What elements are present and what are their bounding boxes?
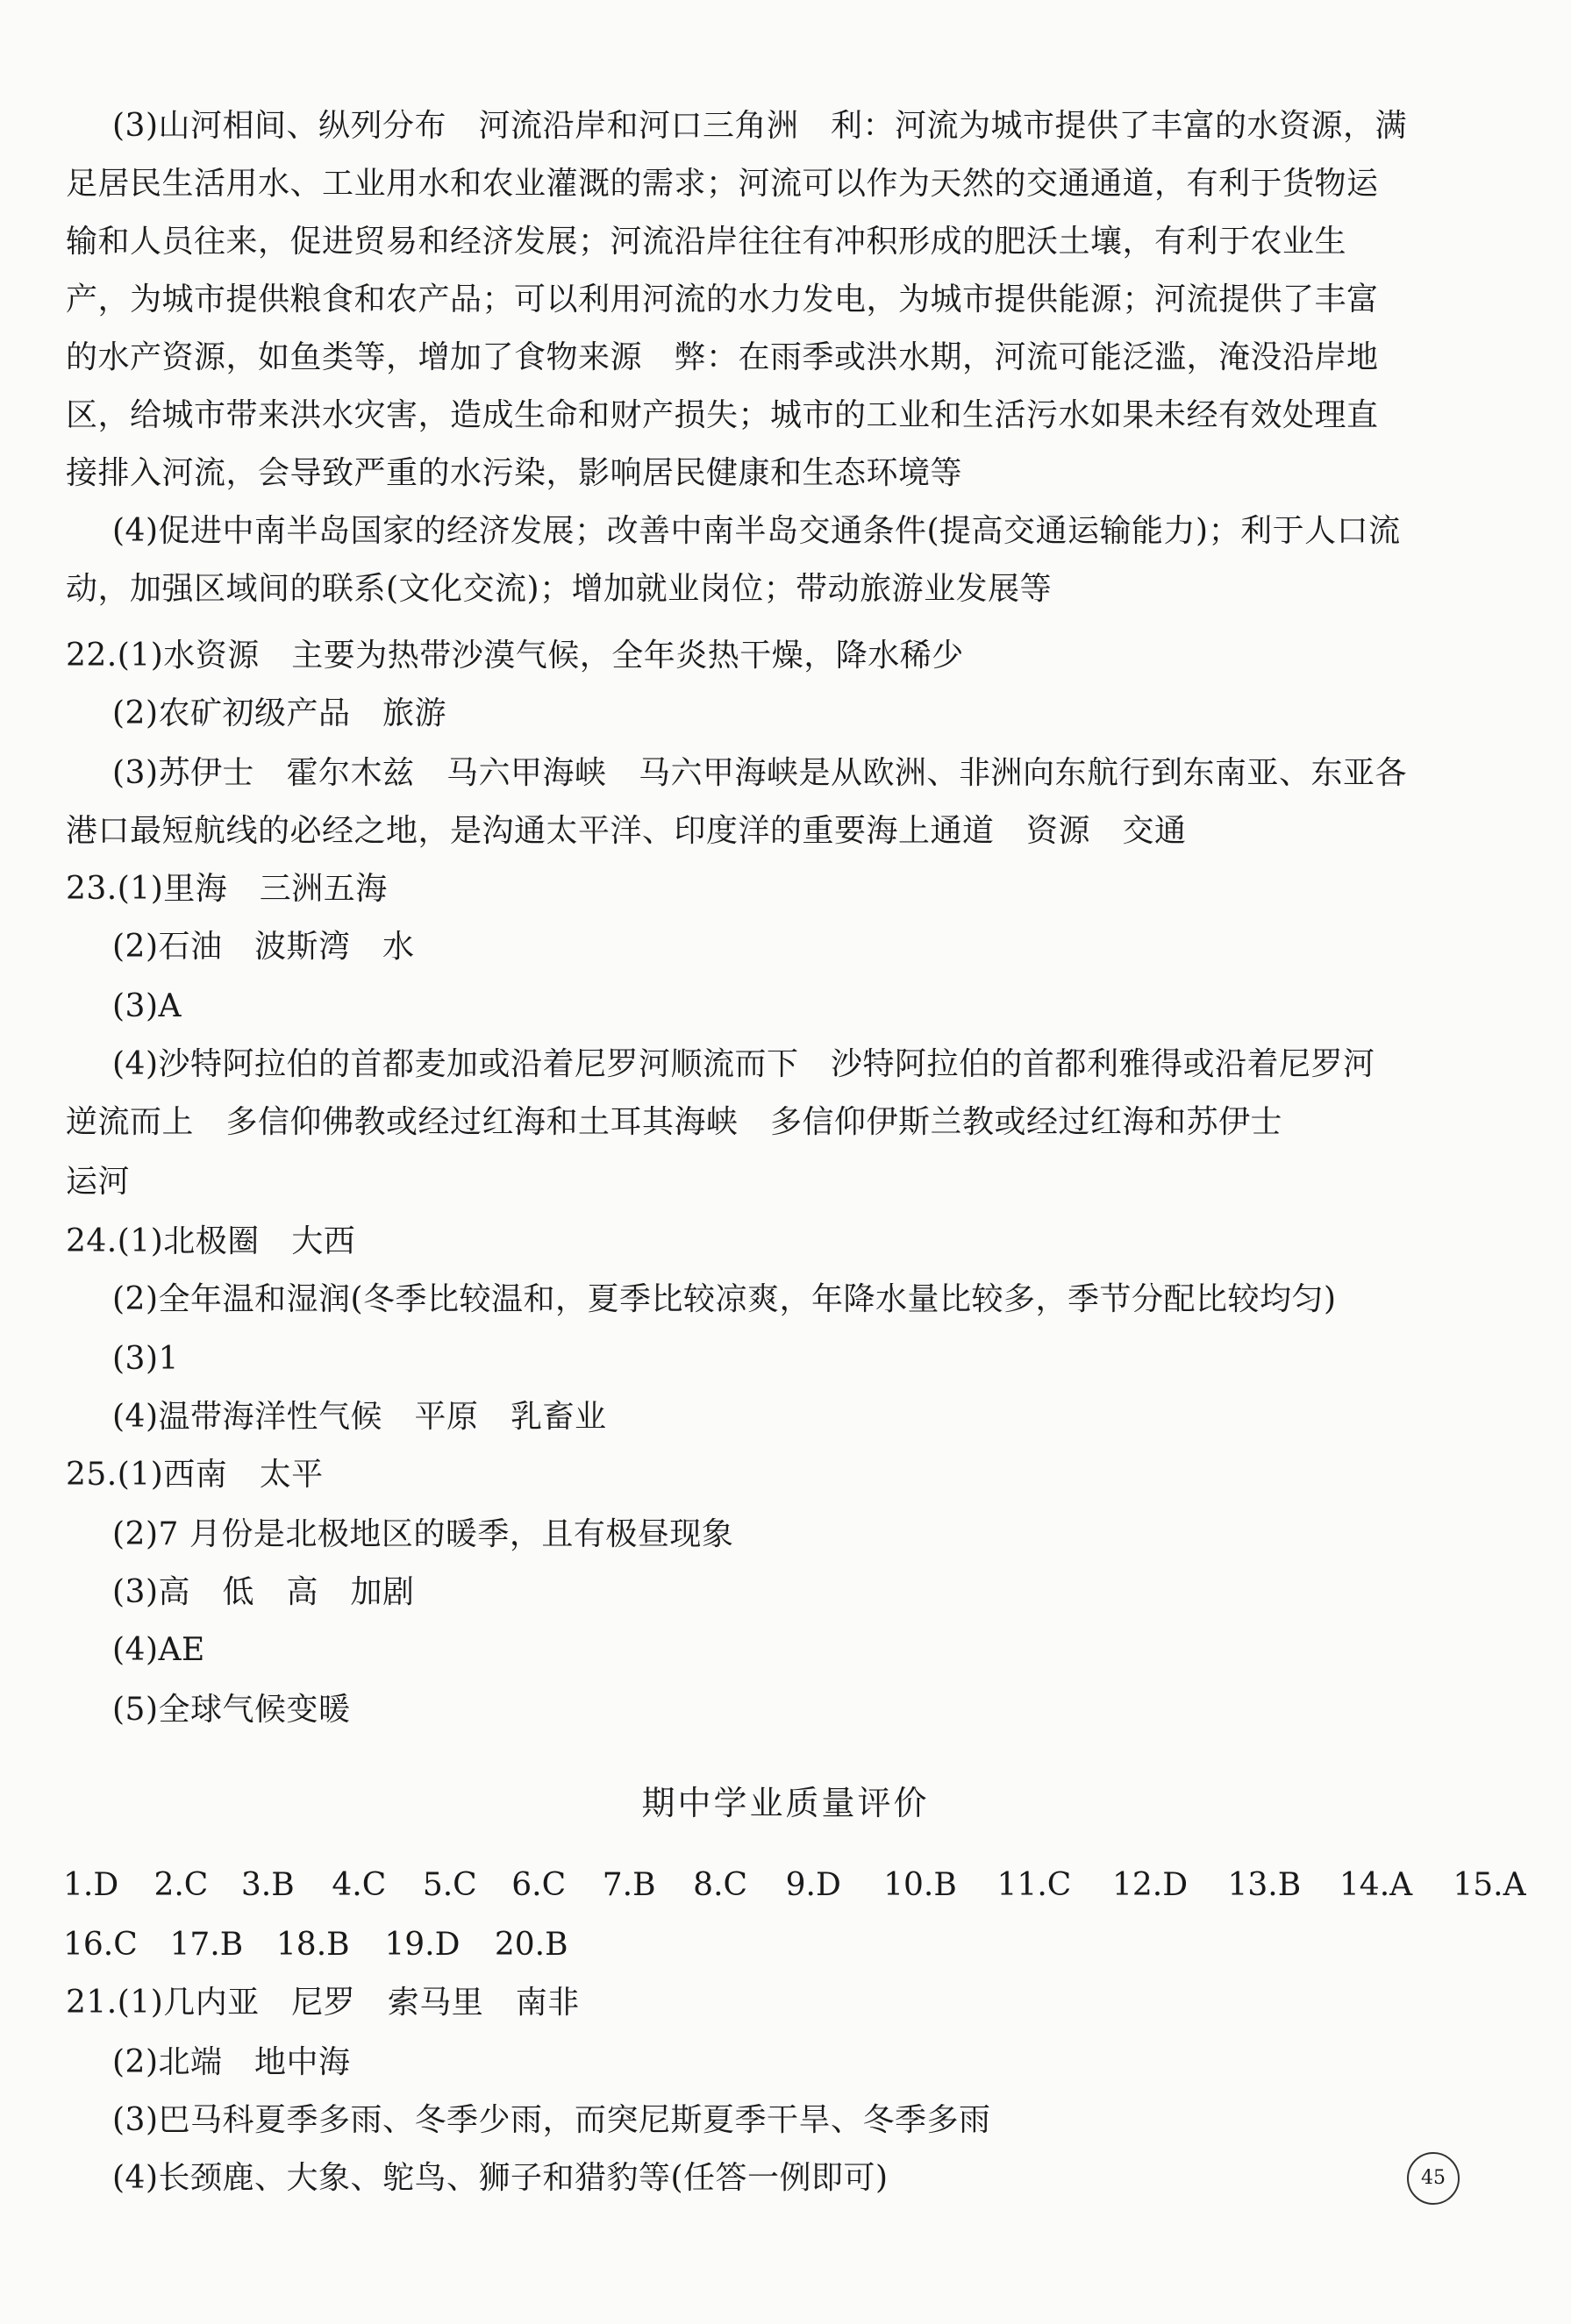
choice-answer: 6.C bbox=[511, 1867, 567, 1903]
choice-answer: 4.C bbox=[332, 1867, 387, 1903]
choice-answer: 10.B bbox=[883, 1867, 957, 1903]
q24-part-3: (3)1 bbox=[112, 1341, 179, 1377]
choice-answer: 17.B bbox=[169, 1927, 244, 1963]
choice-answer: 5.C bbox=[422, 1867, 477, 1903]
q21-p3-line-7: 接排入河流，会导致严重的水污染，影响居民健康和生态环境等 bbox=[66, 455, 963, 491]
q23-part-4-line-1: (4)沙特阿拉伯的首都麦加或沿着尼罗河顺流而下 沙特阿拉伯的首都利雅得或沿着尼罗河 bbox=[112, 1046, 1375, 1082]
q21-p3-line-5: 的水产资源，如鱼类等，增加了食物来源 弊：在雨季或洪水期，河流可能泛滥，淹没沿岸地 bbox=[66, 339, 1379, 375]
q24-part-4: (4)温带海洋性气候 平原 乳畜业 bbox=[112, 1399, 607, 1435]
q25-part-2: (2)7 月份是北极地区的暖季，且有极昼现象 bbox=[112, 1516, 734, 1552]
q23-part-1: 23.(1)里海 三洲五海 bbox=[66, 871, 388, 907]
q22-part-1: 22.(1)水资源 主要为热带沙漠气候，全年炎热干燥，降水稀少 bbox=[66, 638, 964, 674]
q23-part-3: (3)A bbox=[112, 988, 182, 1024]
q25-part-5: (5)全球气候变暖 bbox=[112, 1692, 351, 1728]
choice-answer: 7.B bbox=[602, 1867, 656, 1903]
choice-answer: 15.A bbox=[1453, 1867, 1526, 1903]
q21-p4-line-1: (4)促进中南半岛国家的经济发展；改善中南半岛交通条件(提高交通运输能力)；利于人口流 bbox=[112, 513, 1401, 549]
choice-answer: 16.C bbox=[63, 1927, 138, 1963]
q21-p4-line-2: 动，加强区域间的联系(文化交流)；增加就业岗位；带动旅游业发展等 bbox=[66, 571, 1053, 607]
choice-answer: 14.A bbox=[1339, 1867, 1413, 1903]
choice-answers-row-1 bbox=[63, 1866, 1540, 1905]
choice-answer: 8.C bbox=[693, 1867, 748, 1903]
q23-part-4-line-3: 运河 bbox=[66, 1164, 131, 1200]
q25-part-1: 25.(1)西南 太平 bbox=[66, 1457, 324, 1493]
choice-answer: 20.B bbox=[494, 1927, 568, 1963]
choice-answer: 18.B bbox=[275, 1927, 350, 1963]
page-number: 45 bbox=[1407, 2152, 1460, 2205]
choice-answer: 12.D bbox=[1111, 1867, 1189, 1903]
q22-part-2: (2)农矿初级产品 旅游 bbox=[112, 695, 446, 731]
q24-part-2: (2)全年温和湿润(冬季比较温和，夏季比较凉爽，年降水量比较多，季节分配比较均匀) bbox=[112, 1281, 1337, 1317]
choice-answer: 11.C bbox=[996, 1867, 1072, 1903]
choice-answers-row-2 bbox=[63, 1926, 582, 1964]
q25-part-3: (3)高 低 高 加剧 bbox=[112, 1574, 415, 1610]
mid-q21-part-4: (4)长颈鹿、大象、鸵鸟、狮子和猎豹等(任答一例即可) bbox=[112, 2160, 889, 2196]
mid-q21-part-1: 21.(1)几内亚 尼罗 索马里 南非 bbox=[66, 1985, 580, 2021]
choice-answer: 1.D bbox=[63, 1867, 119, 1903]
choice-answer: 13.B bbox=[1227, 1867, 1302, 1903]
section-title: 期中学业质量评价 bbox=[641, 1784, 930, 1822]
choice-answer: 3.B bbox=[240, 1867, 295, 1903]
choice-answer: 2.C bbox=[154, 1867, 209, 1903]
q23-part-4-line-2: 逆流而上 多信仰佛教或经过红海和土耳其海峡 多信仰伊斯兰教或经过红海和苏伊士 bbox=[66, 1104, 1283, 1140]
choice-answer: 9.D bbox=[785, 1867, 841, 1903]
q22-part-3-line-2: 港口最短航线的必经之地，是沟通太平洋、印度洋的重要海上通道 资源 交通 bbox=[66, 813, 1187, 849]
q24-part-1: 24.(1)北极圈 大西 bbox=[66, 1223, 356, 1259]
q21-p3-line-2: 足居民生活用水、工业用水和农业灌溉的需求；河流可以作为天然的交通通道，有利于货物运 bbox=[66, 166, 1379, 202]
q21-p3-line-3: 输和人员往来，促进贸易和经济发展；河流沿岸往往有冲积形成的肥沃土壤，有利于农业生 bbox=[66, 224, 1347, 260]
q21-p3-line-1: (3)山河相间、纵列分布 河流沿岸和河口三角洲 利：河流为城市提供了丰富的水资源，满 bbox=[112, 108, 1407, 144]
q23-part-2: (2)石油 波斯湾 水 bbox=[112, 929, 415, 965]
q22-part-3-line-1: (3)苏伊士 霍尔木兹 马六甲海峡 马六甲海峡是从欧洲、非洲向东航行到东南亚、东亚各 bbox=[112, 755, 1407, 791]
mid-q21-part-3: (3)巴马科夏季多雨、冬季少雨，而突尼斯夏季干旱、冬季多雨 bbox=[112, 2102, 991, 2138]
mid-q21-part-2: (2)北端 地中海 bbox=[112, 2044, 351, 2080]
q21-p3-line-4: 产，为城市提供粮食和农产品；可以利用河流的水力发电，为城市提供能源；河流提供了丰富 bbox=[66, 282, 1379, 317]
choice-answer: 19.D bbox=[384, 1927, 461, 1963]
q25-part-4: (4)AE bbox=[112, 1632, 205, 1668]
q21-p3-line-6: 区，给城市带来洪水灾害，造成生命和财产损失；城市的工业和生活污水如果未经有效处理直 bbox=[66, 397, 1379, 433]
